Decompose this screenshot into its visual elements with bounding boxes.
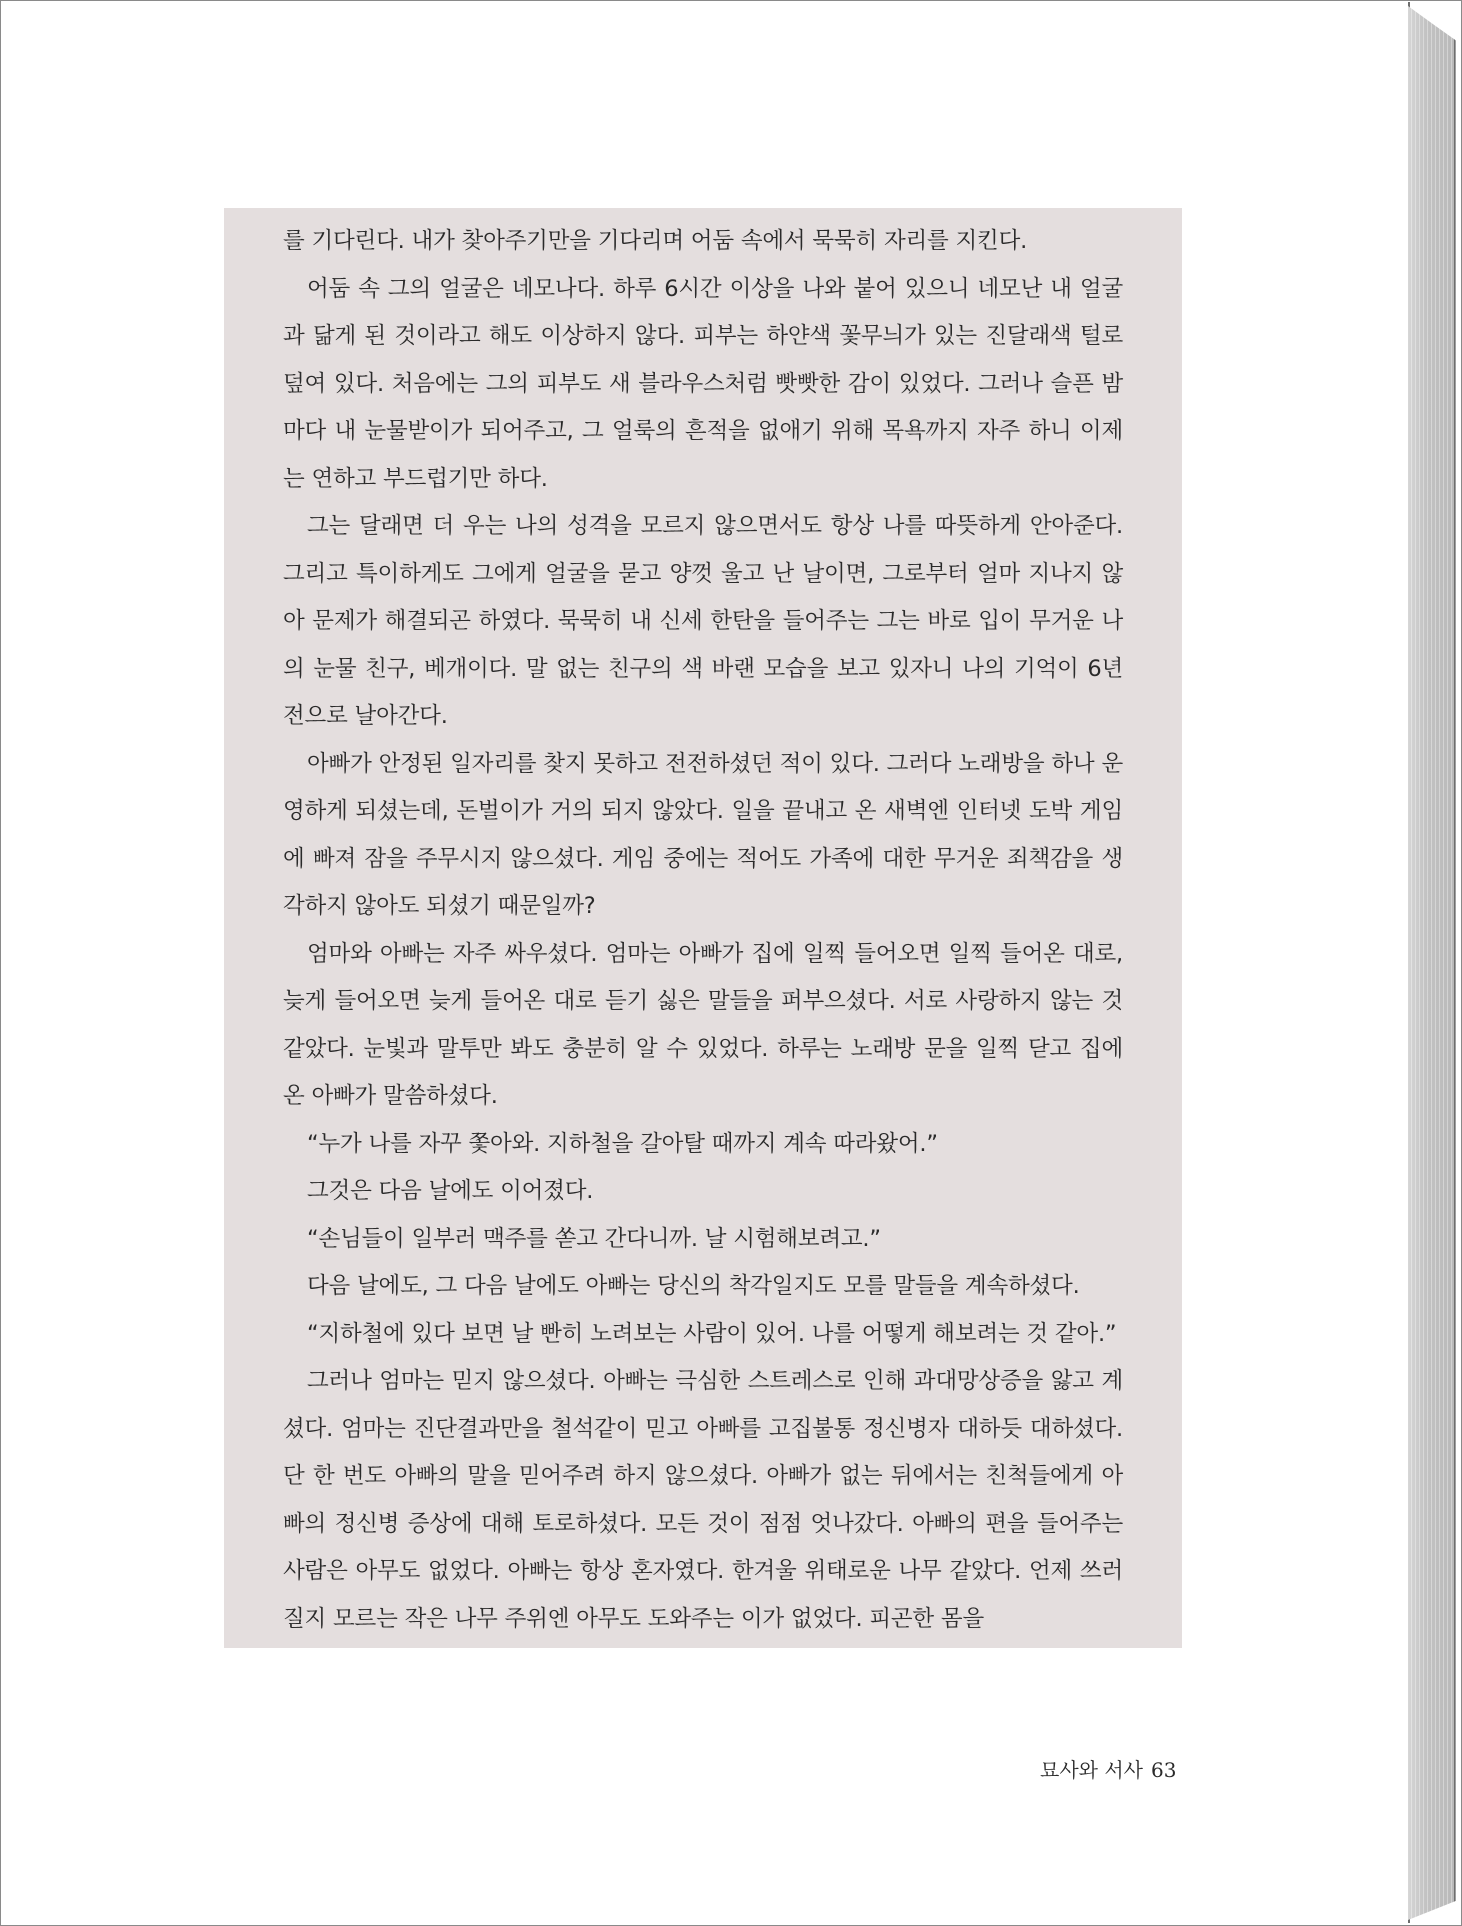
page-stack-lines <box>1408 2 1456 1923</box>
dialogue-line: “손님들이 일부러 맥주를 쏟고 간다니까. 날 시험해보려고.” <box>307 1225 881 1252</box>
paragraph: 그는 달래면 더 우는 나의 성격을 모르지 않으면서도 항상 나를 따뜻하게 안아준다. 그리고 특이하게도 그에게 얼굴을 묻고 양껏 울고 난 날이면, 그로부터 얼마 지나지 않아 문제가 해결되곤 하였다. 묵묵히 내 신세 한탄을 들어주는 그는 바로 입이 무거운 나의 눈물 친구, 베개이다. 말 없는 친구의 색 바랜 모습을 보고 있자니 나의 기억이 6년 전으로 날아간다. <box>283 513 1123 729</box>
dialogue-line: “지하철에 있다 보면 날 빤히 노려보는 사람이 있어. 나를 어떻게 해보려는 것 같아.” <box>307 1320 1117 1347</box>
page-footer <box>1040 1754 1176 1783</box>
paragraph: 그것은 다음 날에도 이어졌다. <box>307 1178 594 1204</box>
essay-body <box>283 218 1123 1643</box>
paragraph: 아빠가 안정된 일자리를 찾지 못하고 전전하셨던 적이 있다. 그러다 노래방을 하나 운영하게 되셨는데, 돈벌이가 거의 되지 않았다. 일을 끝내고 온 새벽엔 인터넷 도박 게임에 빠져 잠을 주무시지 않으셨다. 게임 중에는 적어도 가족에 대한 무거운 죄책감을 생각하지 않아도 되셨기 때문일까? <box>283 750 1123 919</box>
paragraph: 다음 날에도, 그 다음 날에도 아빠는 당신의 착각일지도 모를 말들을 계속하셨다. <box>307 1273 1080 1299</box>
dialogue-line: “누가 나를 자꾸 쫓아와. 지하철을 갈아탈 때까지 계속 따라왔어.” <box>307 1130 938 1157</box>
paragraph: 그러나 엄마는 믿지 않으셨다. 아빠는 극심한 스트레스로 인해 과대망상증을 앓고 계셨다. 엄마는 진단결과만을 철석같이 믿고 아빠를 고집불통 정신병자 대하듯 대하셨다. 단 한 번도 아빠의 말을 믿어주려 하지 않으셨다. 아빠가 없는 뒤에서는 친척들에게 아빠의 정신병 증상에 대해 토로하셨다. 모든 것이 점점 엇나갔다. 아빠의 편을 들어주는 사람은 아무도 없었다. 아빠는 항상 혼자였다. 한겨울 위태로운 나무 같았다. 언제 쓰러질지 모르는 작은 나무 주위엔 아무도 도와주는 이가 없었다. 피곤한 몸을 <box>283 1368 1123 1632</box>
running-section-title: 묘사와 서사 <box>1040 1758 1143 1782</box>
page-number: 63 <box>1150 1758 1177 1782</box>
paragraph: 엄마와 아빠는 자주 싸우셨다. 엄마는 아빠가 집에 일찍 들어오면 일찍 들어온 대로, 늦게 들어오면 늦게 들어온 대로 듣기 싫은 말들을 퍼부으셨다. 서로 사랑하지 않는 것 같았다. 눈빛과 말투만 봐도 충분히 알 수 있었다. 하루는 노래방 문을 일찍 닫고 집에 온 아빠가 말씀하셨다. <box>283 940 1123 1109</box>
paragraph: 어둠 속 그의 얼굴은 네모나다. 하루 6시간 이상을 나와 붙어 있으니 네모난 내 얼굴과 닮게 된 것이라고 해도 이상하지 않다. 피부는 하얀색 꽃무늬가 있는 진달래색 털로 덮여 있다. 처음에는 그의 피부도 새 블라우스처럼 빳빳한 감이 있었다. 그러나 슬픈 밤마다 내 눈물받이가 되어주고, 그 얼룩의 흔적을 없애기 위해 목욕까지 자주 하니 이제는 연하고 부드럽기만 하다. <box>283 275 1123 492</box>
paragraph: 를 기다린다. 내가 찾아주기만을 기다리며 어둠 속에서 묵묵히 자리를 지킨다. <box>283 228 1028 254</box>
